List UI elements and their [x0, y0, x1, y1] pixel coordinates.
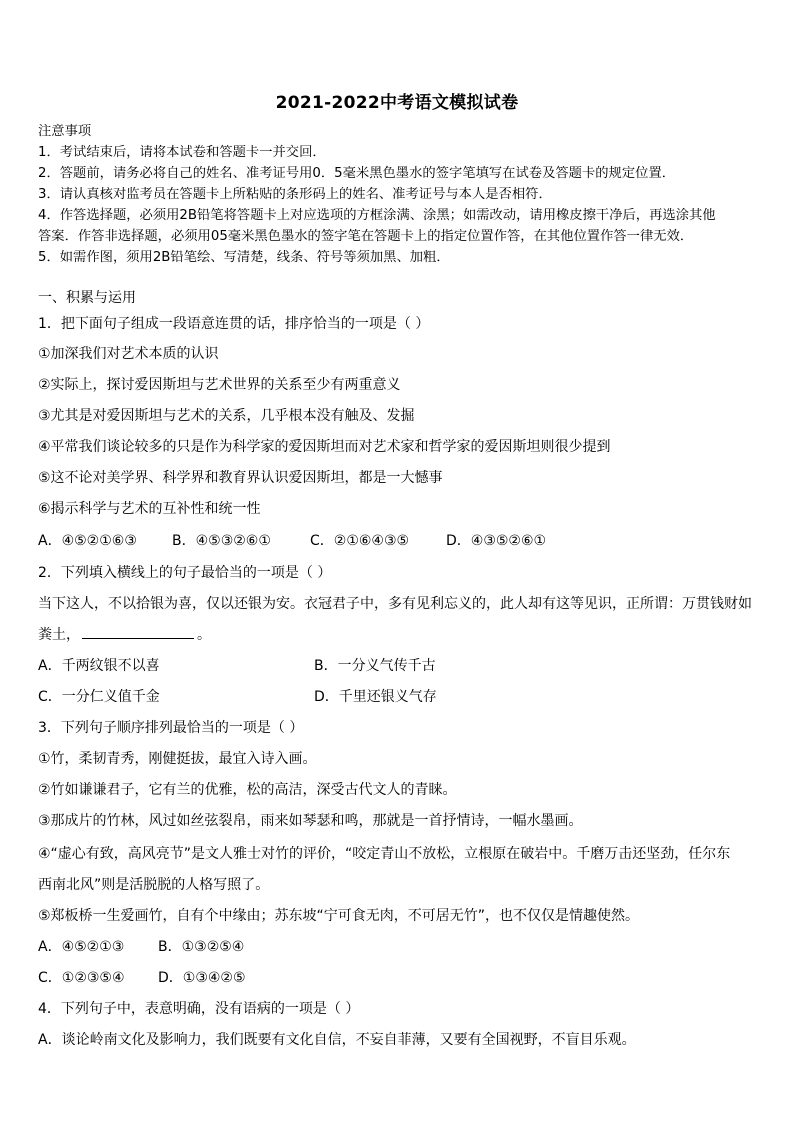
option-a[interactable]: A．千两纹银不以喜 [38, 658, 160, 674]
option-c[interactable]: C．②①⑥④③⑤ [310, 533, 410, 549]
question-3-sentence: ④“虚心有致，高风亮节”是文人雅士对竹的评价，“咬定青山不放松，立根原在破岩中。千磨万击还坚劲，任尔东 [38, 846, 731, 862]
section-heading: 一、积累与运用 [38, 290, 136, 306]
notice-item: 5．如需作图，须用2B铅笔绘、写清楚，线条、符号等须加黑、加粗． [38, 250, 450, 265]
question-1-sentence: ⑥揭示科学与艺术的互补性和统一性 [38, 501, 261, 517]
question-3-sentence: 西南北风”则是活脱脱的人格写照了。 [38, 877, 270, 893]
answer-blank[interactable] [82, 624, 194, 639]
notice-heading: 注意事项 [38, 124, 92, 139]
question-1-stem: 1．把下面句子组成一段语意连贯的话，排序恰当的一项是（ ） [38, 316, 430, 332]
passage-text: 。 [197, 627, 211, 643]
question-1-sentence: ③尤其是对爱因斯坦与艺术的关系，几乎根本没有触及、发掘 [38, 408, 415, 424]
option-a[interactable]: A．谈论岭南文化及影响力，我们既要有文化自信，不妄自菲薄，又要有全国视野，不盲目乐观。 [38, 1032, 636, 1048]
option-a[interactable]: A．④⑤②①③ [38, 939, 125, 955]
notice-item: 2．答题前，请务必将自己的姓名、准考证号用0．5毫米黑色墨水的签字笔填写在试卷及答题卡的规定位置． [38, 166, 676, 181]
notice-item: 3．请认真核对监考员在答题卡上所粘贴的条形码上的姓名、准考证号与本人是否相符． [38, 187, 552, 202]
question-3-sentence: ⑤郑板桥一生爱画竹，自有个中缘由；苏东坡“宁可食无肉，不可居无竹”，也不仅仅是情趣使然。 [38, 908, 640, 924]
passage-text: 粪土， [38, 627, 80, 643]
option-a[interactable]: A．④⑤②①⑥③ [38, 533, 137, 549]
question-4-stem: 4．下列句子中，表意明确，没有语病的一项是（ ） [38, 1001, 360, 1017]
option-c[interactable]: C．一分仁义值千金 [38, 689, 160, 705]
option-b[interactable]: B．一分义气传千古 [314, 658, 436, 674]
question-1-sentence: ⑤这不论对美学界、科学界和教育界认识爱因斯坦，都是一大憾事 [38, 470, 443, 486]
page-title: 2021-2022中考语文模拟试卷 [275, 93, 519, 113]
option-c[interactable]: C．①②③⑤④ [38, 970, 125, 986]
option-d[interactable]: D．千里还银义气存 [314, 689, 437, 705]
notice-item: 答案．作答非选择题，必须用05毫米黑色墨水的签字笔在答题卡上的指定位置作答，在其他位置作答一律无效． [38, 229, 694, 244]
question-1-sentence: ②实际上，探讨爱因斯坦与艺术世界的关系至少有两重意义 [38, 377, 401, 393]
question-3-sentence: ②竹如谦谦君子，它有兰的优雅，松的高洁，深受古代文人的青睐。 [38, 782, 457, 798]
question-2-stem: 2．下列填入横线上的句子最恰当的一项是（ ） [38, 565, 332, 581]
question-2-passage-line2 [38, 624, 211, 644]
question-3-sentence: ①竹，柔韧青秀，刚健挺拔，最宜入诗入画。 [38, 751, 317, 767]
question-1-sentence: ①加深我们对艺术本质的认识 [38, 346, 219, 362]
question-3-sentence: ③那成片的竹林，风过如丝弦裂帛，雨来如琴瑟和鸣，那就是一首抒情诗，一幅水墨画。 [38, 813, 583, 829]
option-d[interactable]: D．①③④②⑤ [158, 970, 246, 986]
question-1-sentence: ④平常我们谈论较多的只是作为科学家的爱因斯坦而对艺术家和哲学家的爱因斯坦则很少提到 [38, 439, 611, 455]
option-d[interactable]: D．④③⑤②⑥① [446, 533, 547, 549]
option-b[interactable]: B．①③②⑤④ [158, 939, 245, 955]
notice-item: 1．考试结束后，请将本试卷和答题卡一并交回． [38, 145, 326, 160]
question-2-passage: 当下这人，不以拾银为喜，仅以还银为安。衣冠君子中，多有见利忘义的，此人却有这等见识，正所谓：万贯钱财如 [38, 596, 752, 612]
question-3-stem: 3．下列句子顺序排列最恰当的一项是（ ） [38, 720, 304, 736]
option-b[interactable]: B．④⑤③②⑥① [172, 533, 271, 549]
notice-item: 4．作答选择题，必须用2B铅笔将答题卡上对应选项的方框涂满、涂黑；如需改动，请用橡皮擦干净后，再选涂其他 [38, 208, 716, 223]
